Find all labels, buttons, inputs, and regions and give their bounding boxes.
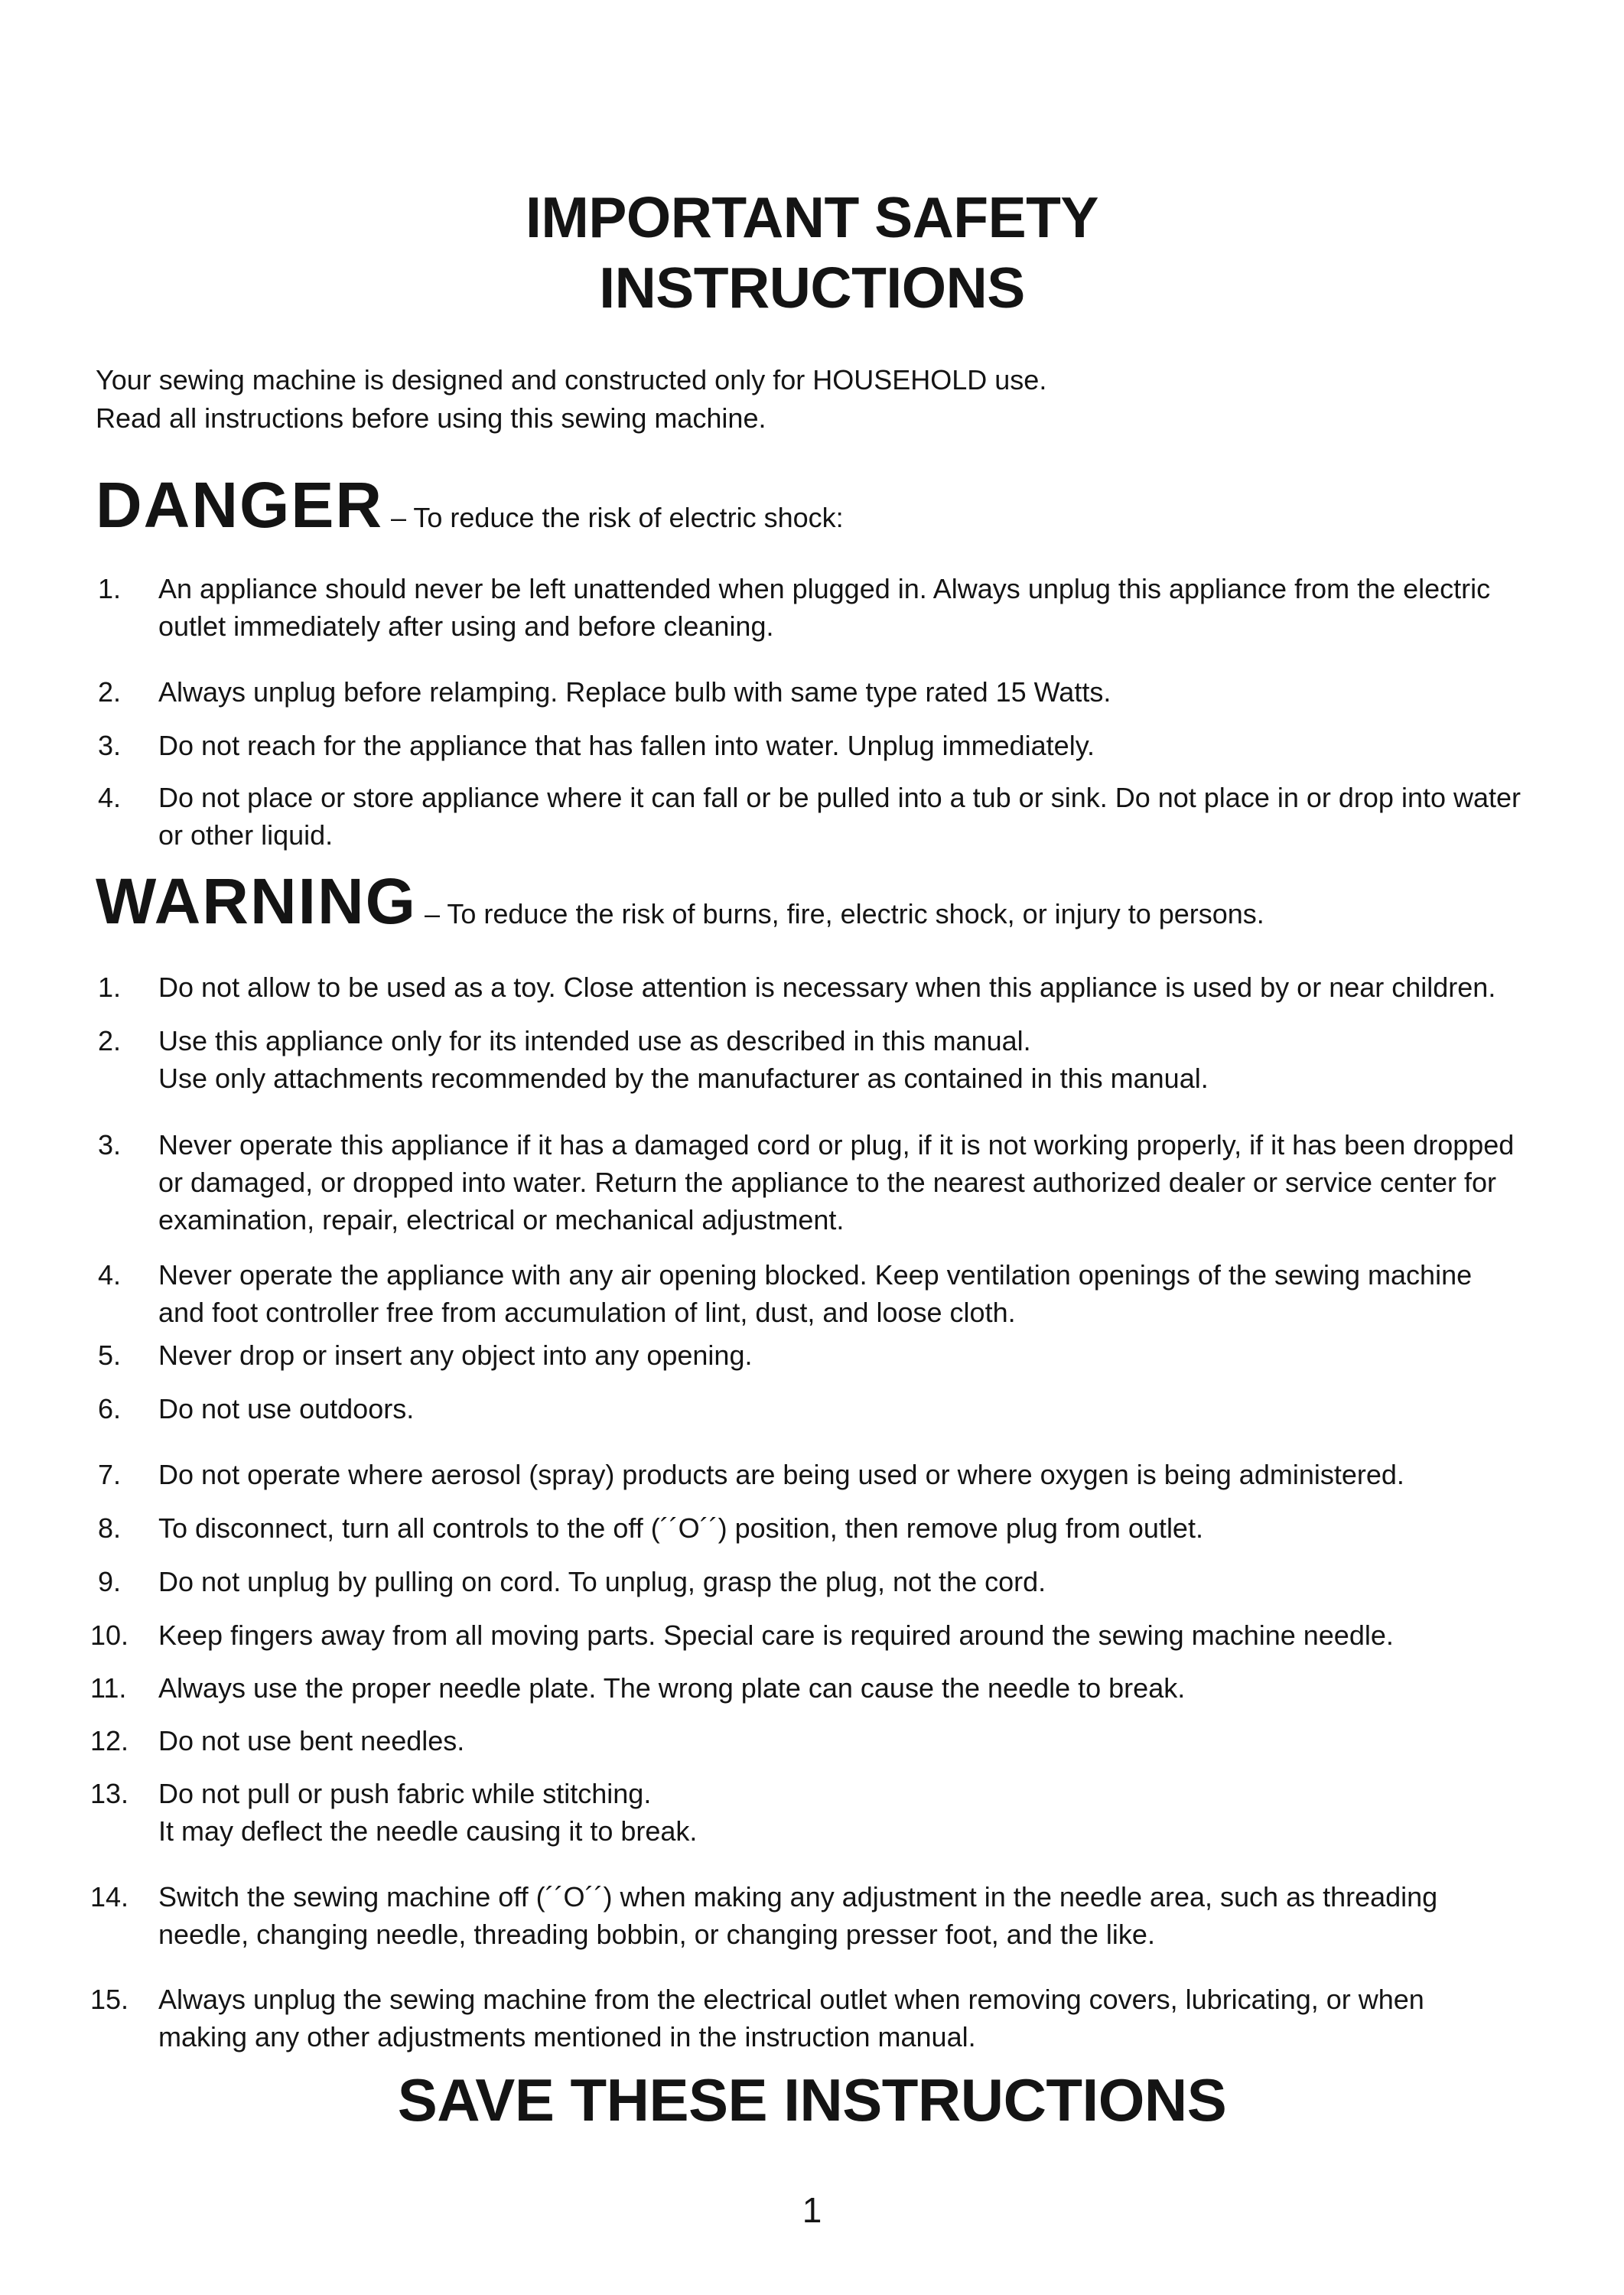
item-number: 13. bbox=[90, 1778, 129, 1809]
item-number: 15. bbox=[90, 1984, 129, 2015]
item-number: 7. bbox=[98, 1459, 122, 1490]
item-text: Do not place or store appliance where it can fall or be pulled into a tub or sink. Do not place in or drop into water or other liquid. bbox=[158, 782, 1521, 851]
item-number: 1. bbox=[98, 573, 122, 604]
item-number: 9. bbox=[98, 1566, 122, 1597]
item-number: 3. bbox=[98, 730, 122, 761]
intro-line-2: Read all instructions before using this sewing machine. bbox=[96, 402, 766, 434]
page-number: 1 bbox=[802, 2190, 822, 2230]
item-text: Use this appliance only for its intended use as described in this manual. Use only attachments recommended by the manufacturer as contained in this manual. bbox=[158, 1025, 1209, 1094]
item-text: Do not unplug by pulling on cord. To unplug, grasp the plug, not the cord. bbox=[158, 1566, 1046, 1597]
item-number: 8. bbox=[98, 1512, 122, 1544]
item-text: To disconnect, turn all controls to the off (´´O´´) position, then remove plug from outlet. bbox=[158, 1512, 1203, 1544]
item-text: Always use the proper needle plate. The wrong plate can cause the needle to break. bbox=[158, 1672, 1186, 1704]
item-number: 10. bbox=[90, 1620, 129, 1651]
warning-subtitle: – To reduce the risk of burns, fire, electric shock, or injury to persons. bbox=[416, 898, 1264, 929]
danger-subtitle: – To reduce the risk of electric shock: bbox=[383, 502, 844, 533]
item-text: Do not operate where aerosol (spray) products are being used or where oxygen is being administered. bbox=[158, 1459, 1404, 1490]
warning-heading bbox=[96, 864, 1264, 939]
item-text: An appliance should never be left unattended when plugged in. Always unplug this appliance from the electric outlet immediately after using and before cleaning. bbox=[158, 573, 1491, 642]
item-number: 11. bbox=[90, 1672, 127, 1704]
item-text: Do not allow to be used as a toy. Close attention is necessary when this appliance is used by or near children. bbox=[158, 972, 1496, 1003]
item-text: Do not pull or push fabric while stitching. It may deflect the needle causing it to break. bbox=[158, 1778, 698, 1847]
item-text: Always unplug before relamping. Replace bulb with same type rated 15 Watts. bbox=[158, 676, 1111, 708]
item-text: Do not reach for the appliance that has fallen into water. Unplug immediately. bbox=[158, 730, 1095, 761]
item-text: Never drop or insert any object into any opening. bbox=[158, 1340, 753, 1371]
item-text: Do not use outdoors. bbox=[158, 1393, 415, 1424]
item-number: 12. bbox=[90, 1725, 129, 1756]
item-text: Never operate this appliance if it has a damaged cord or plug, if it is not working properly, if it has been dropped or damaged, or dropped into water. Return the appliance to the nearest authorized dealer or service center for examination, repair, electrical or mechanical adjustment. bbox=[158, 1129, 1515, 1235]
title-line-1: IMPORTANT SAFETY bbox=[526, 185, 1098, 249]
item-number: 14. bbox=[90, 1881, 129, 1912]
item-number: 5. bbox=[98, 1340, 122, 1371]
item-number: 4. bbox=[98, 1259, 122, 1291]
danger-heading bbox=[96, 468, 844, 542]
item-number: 3. bbox=[98, 1129, 122, 1161]
item-text: Always unplug the sewing machine from the electrical outlet when removing covers, lubricating, or when making any other adjustments mentioned in the instruction manual. bbox=[158, 1984, 1424, 2052]
save-instructions-heading: SAVE THESE INSTRUCTIONS bbox=[397, 2066, 1227, 2134]
page-title bbox=[0, 182, 1624, 323]
title-line-2: INSTRUCTIONS bbox=[599, 256, 1025, 320]
item-text: Keep fingers away from all moving parts. Special care is required around the sewing machine needle. bbox=[158, 1620, 1394, 1651]
item-number: 4. bbox=[98, 782, 122, 813]
intro-line-1: Your sewing machine is designed and constructed only for HOUSEHOLD use. bbox=[96, 364, 1047, 396]
intro-text bbox=[96, 361, 1046, 438]
item-number: 2. bbox=[98, 1025, 122, 1056]
item-number: 6. bbox=[98, 1393, 122, 1424]
danger-title: DANGER bbox=[96, 469, 384, 541]
item-text: Switch the sewing machine off (´´O´´) when making any adjustment in the needle area, such as threading needle, changing needle, threading bobbin, or changing presser foot, and the like. bbox=[158, 1881, 1438, 1950]
item-number: 2. bbox=[98, 676, 122, 708]
item-text: Never operate the appliance with any air opening blocked. Keep ventilation openings of the sewing machine and foot controller free from accumulation of lint, dust, and loose cloth. bbox=[158, 1259, 1473, 1328]
item-text: Do not use bent needles. bbox=[158, 1725, 465, 1756]
item-number: 1. bbox=[98, 972, 122, 1003]
warning-title: WARNING bbox=[96, 865, 417, 937]
